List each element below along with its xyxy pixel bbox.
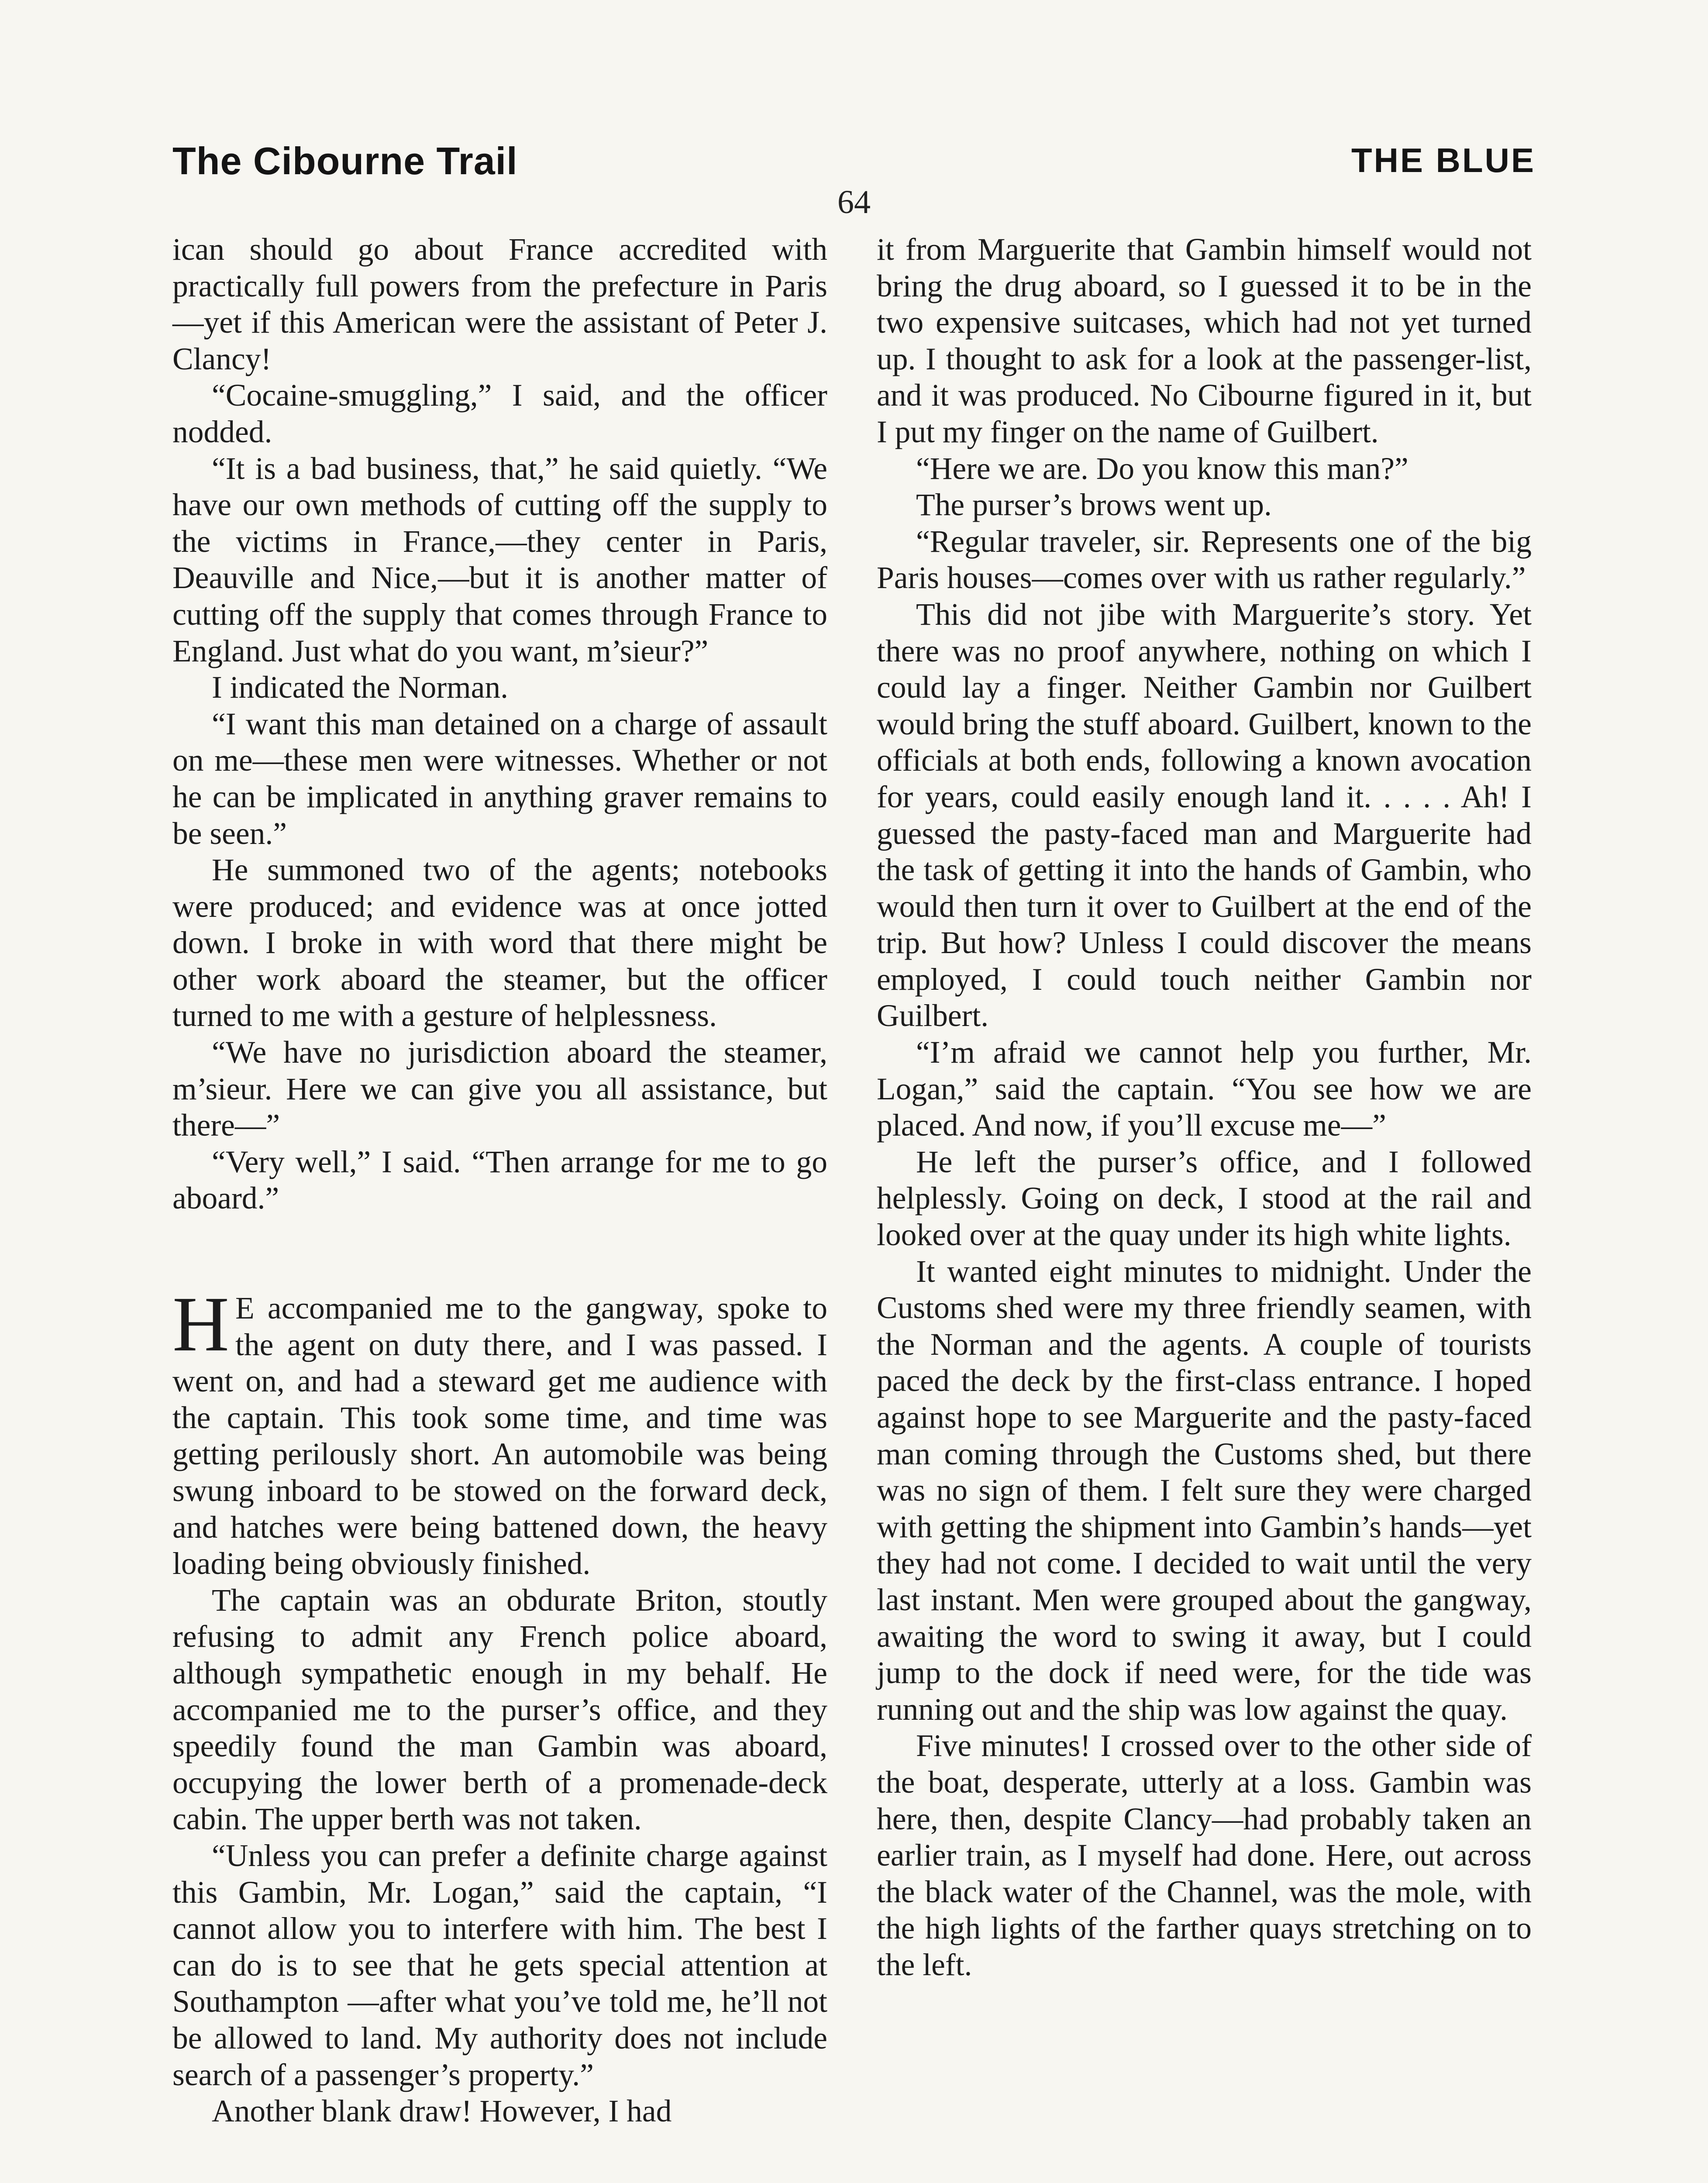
paragraph: “We have no jurisdiction aboard the steamer, m’sieur. Here we can give you all assistance, but there—”: [172, 1035, 827, 1143]
paragraph: it from Marguerite that Gambin himself would not bring the drug aboard, so I guessed it to be in the two expensive suitcases, which had not yet turned up. I thought to ask for a look at the passenger-list, and it was produced. No Cibourne figured in it, but I put my finger on the name of Guilbert.: [877, 232, 1532, 449]
paragraph: He summoned two of the agents; notebooks were produced; and evidence was at once jotted down. I broke in with word that there might be other work aboard the steamer, but the officer turned to me with a gesture of helplessness.: [172, 853, 827, 1033]
paragraph: The captain was an obdurate Briton, stoutly refusing to admit any French police aboard, although sympathetic enough in my behalf. He accompanied me to the purser’s office, and they speedily found the man Gambin was aboard, occupying the lower berth of a promenade-deck cabin. The upper berth was not taken.: [172, 1583, 827, 1837]
right-column: [877, 231, 1532, 1983]
paragraph: It wanted eight minutes to midnight. Under the Customs shed were my three friendly seamen, with the Norman and the agents. A couple of tourists paced the deck by the first-class entrance. I hoped against hope to see Marguerite and the pasty-faced man coming through the Customs shed, but there was no sign of them. I felt sure they were charged with getting the shipment into Gambin’s hands—yet they had not come. I decided to wait until the very last instant. Men were grouped about the gangway, awaiting the word to swing it away, but I could jump to the dock if need were, for the tide was running out and the ship was low against the quay.: [877, 1254, 1532, 1727]
paragraph: “Very well,” I said. “Then arrange for me to go aboard.”: [172, 1144, 827, 1216]
dropcap-paragraph: [172, 1281, 827, 1582]
paragraph: “I want this man detained on a charge of assault on me—these men were witnesses. Whether or not he can be implicated in anything graver remains to be seen.”: [172, 706, 827, 851]
dropcap-paragraph-text: E accompanied me to the gangway, spoke to the agent on duty there, and I was passed. I went on, and had a steward get me audience with the captain. This took some time, and time was getting perilously short. An automobile was being swung inboard to be stowed on the forward deck, and hatches were being battened down, the heavy loading being obviously finished.: [172, 1291, 827, 1581]
story-title: The Cibourne Trail: [172, 139, 518, 182]
paragraph: This did not jibe with Marguerite’s story. Yet there was no proof anywhere, nothing on which I could lay a finger. Neither Gambin nor Guilbert would bring the stuff aboard. Guilbert, known to the officials at both ends, following a known avocation for years, could easily enough land it. . . . . Ah! I guessed the pasty-faced man and Marguerite had the task of getting it into the hands of Gambin, who would then turn it over to Guilbert at the end of the trip. But how? Unless I could discover the means employed, I could touch neither Gambin nor Guilbert.: [877, 597, 1532, 1033]
left-column: [172, 231, 827, 2130]
paragraph: I indicated the Norman.: [212, 670, 509, 705]
page-header: [172, 139, 1536, 187]
paragraph: “Cocaine-smuggling,” I said, and the officer nodded.: [172, 378, 827, 449]
paragraph: “Here we are. Do you know this man?”: [916, 451, 1408, 486]
paragraph: ican should go about France accredited with practically full powers from the prefecture in Paris—yet if this American were the assistant of Peter J. Clancy!: [172, 232, 827, 376]
paragraph: Five minutes! I crossed over to the other side of the boat, desperate, utterly at a loss. Gambin was here, then, despite Clancy—had probably taken an earlier train, as I myself had done. Here, out across the black water of the Channel, was the mole, with the high lights of the farther quays stretching on to the left.: [877, 1728, 1532, 1982]
paragraph: The purser’s brows went up.: [916, 488, 1272, 523]
paragraph: “Unless you can prefer a definite charge against this Gambin, Mr. Logan,” said the captain, “I cannot allow you to interfere with him. The best I can do is to see that he gets special attention at Southampton —after what you’ve told me, he’ll not be allowed to land. My authority does not include search of a passenger’s property.”: [172, 1838, 827, 2092]
paragraph: He left the purser’s office, and I followed helplessly. Going on deck, I stood at the rail and looked over at the quay under its high white lights.: [877, 1144, 1532, 1253]
drop-cap: H: [172, 1281, 229, 1368]
page-number: 64: [837, 184, 871, 220]
magazine-name: THE BLUE: [1351, 141, 1536, 179]
paragraph: “It is a bad business, that,” he said quietly. “We have our own methods of cutting off the supply to the victims in France,—they center in Paris, Deauville and Nice,—but it is another matter of cutting off the supply that comes through France to England. Just what do you want, m’sieur?”: [172, 451, 827, 668]
paragraph: “Regular traveler, sir. Represents one of the big Paris houses—comes over with us rather regularly.”: [877, 524, 1532, 596]
paragraph: Another blank draw! However, I had: [212, 2094, 672, 2129]
paragraph: “I’m afraid we cannot help you further, Mr. Logan,” said the captain. “You see how we are placed. And now, if you’ll excuse me—”: [877, 1035, 1532, 1143]
section-break: [172, 1217, 827, 1290]
